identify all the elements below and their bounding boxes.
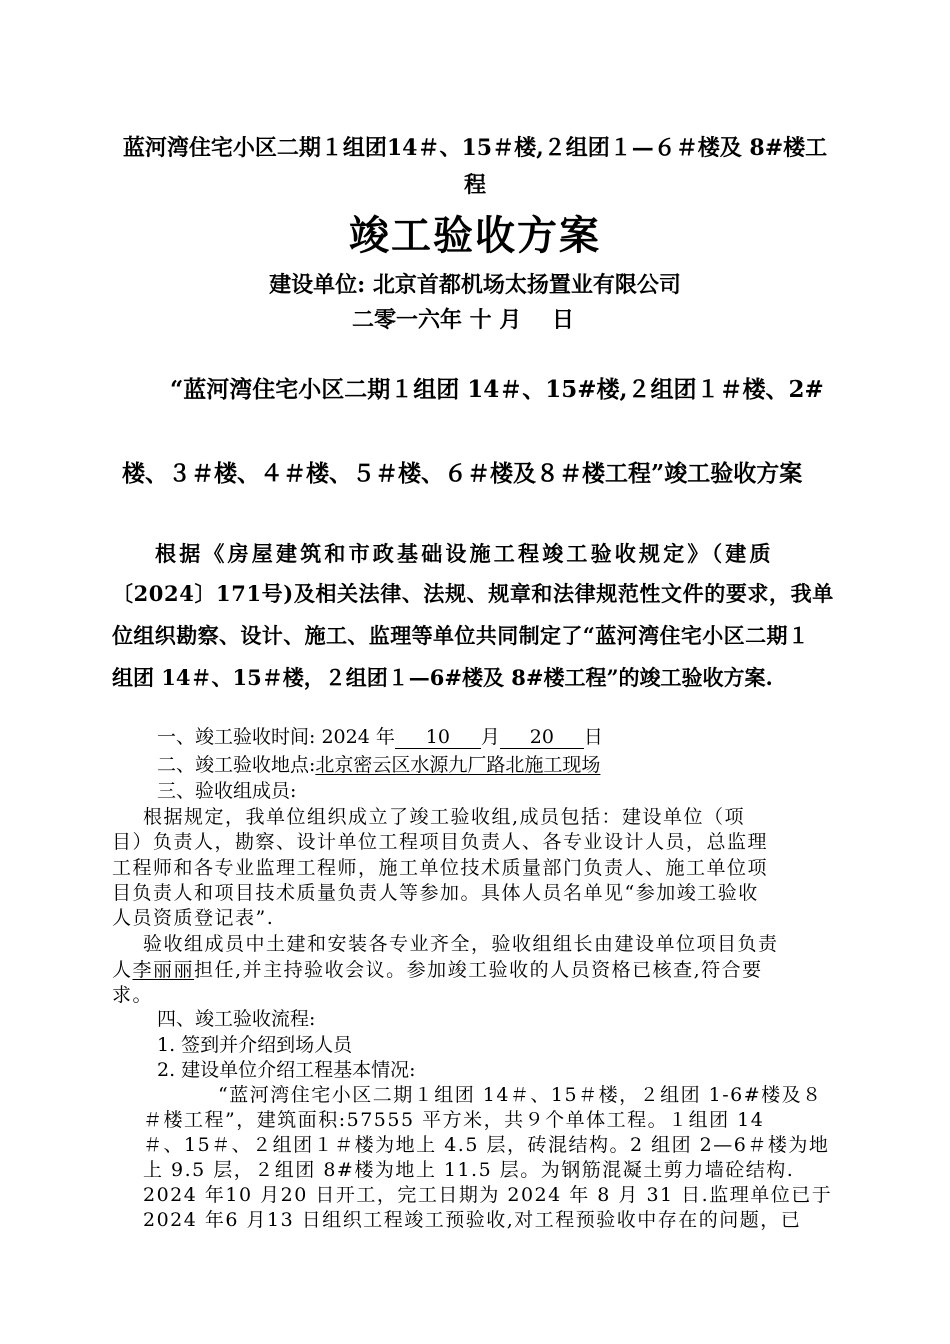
section1-day: 20	[500, 728, 584, 749]
section2-location	[157, 750, 600, 777]
project-title-line2: 程	[463, 172, 486, 198]
subtitle-line2: 楼、３＃楼、４＃楼、５＃楼、６＃楼及８＃楼工程”竣工验收方案	[122, 460, 803, 487]
intro-line1: 根据《房屋建筑和市政基础设施工程竣工验收规定》（建质	[155, 541, 774, 566]
section3-label: 三、验收组成员:	[157, 780, 297, 802]
date-line: 二零一六年 十 月 日	[352, 307, 574, 333]
subtitle-line1: “蓝河湾住宅小区二期１组团 14＃、15#楼,２组团１＃楼、2#	[170, 376, 824, 403]
section3-p1-line3: 工程师和各专业监理工程师，施工单位技术质量部门负责人、施工单位项	[112, 857, 769, 879]
builder-line: 建设单位: 北京首都机场太扬置业有限公司	[269, 272, 681, 298]
section3-p1-line2: 目）负责人，勘察、设计单位工程项目负责人、各专业设计人员，总监理	[112, 831, 769, 853]
section3-p2-line2	[112, 955, 763, 982]
section4-label: 四、竣工验收流程:	[157, 1008, 316, 1030]
section4-desc-line1: “蓝河湾住宅小区二期１组团 14＃、15＃楼，２组团 1-6#楼及８	[218, 1084, 823, 1106]
section4-desc-line4: 上 9.5 层，２组团 8#楼为地上 11.5 层。为钢筋混凝土剪力墙砼结构.	[143, 1159, 795, 1181]
section2-label: 二、竣工验收地点:	[157, 754, 316, 776]
section1-day-suffix: 日	[583, 726, 603, 748]
section1-month: 10	[395, 728, 481, 749]
section3-p1-line4: 目负责人和项目技术质量负责人等参加。具体人员名单见“参加竣工验收	[112, 882, 759, 904]
leader-name: 李丽丽	[132, 959, 195, 981]
intro-line4: 组团 14＃、15＃楼，２组团１—6#楼及 8#楼工程”的竣工验收方案.	[112, 665, 773, 690]
section4-step2: 2. 建设单位介绍工程基本情况:	[157, 1059, 416, 1081]
section4-desc-line6: 2024 年6 月13 日组织工程竣工预验收,对工程预验收中存在的问题，已	[143, 1209, 802, 1231]
section1-month-suffix: 月	[480, 726, 500, 748]
intro-line2: 〔2024〕171号)及相关法律、法规、规章和法律规范性文件的要求，我单	[112, 581, 834, 606]
section3-p1-line5: 人员资质登记表”.	[112, 907, 275, 929]
section4-desc-line5: 2024 年10 月20 日开工，完工日期为 2024 年 8 月 31 日.监理单位已于	[143, 1184, 833, 1206]
section1-label: 一、竣工验收时间: 2024 年	[157, 726, 395, 748]
section2-location-value: 北京密云区水源九厂路北施工现场	[315, 754, 601, 776]
section4-step1: 1. 签到并介绍到场人员	[157, 1034, 353, 1056]
section4-desc-line3: ＃、15＃、２组团１＃楼为地上 4.5 层，砖混结构。2 组团 2—6＃楼为地	[143, 1134, 830, 1156]
intro-line3: 位组织勘察、设计、施工、监理等单位共同制定了“蓝河湾住宅小区二期１	[112, 623, 810, 648]
main-title: 竣工验收方案	[349, 212, 601, 259]
section4-desc-line2: ＃楼工程”，建筑面积:57555 平方米，共９个单体工程。１组团 14	[143, 1109, 765, 1131]
section3-p1-line1: 根据规定，我单位组织成立了竣工验收组,成员包括：建设单位（项	[143, 806, 746, 828]
section1-time	[157, 722, 603, 749]
section3-p2-suffix: 担任,并主持验收会议。参加竣工验收的人员资格已核查,符合要	[194, 959, 763, 981]
section3-p2-line3: 求。	[112, 984, 154, 1006]
section3-p2-prefix: 人	[112, 959, 133, 981]
section3-p2-line1: 验收组成员中土建和安装各专业齐全，验收组组长由建设单位项目负责	[143, 933, 779, 955]
project-title-line1: 蓝河湾住宅小区二期１组团14＃、15＃楼,２组团１—６＃楼及 8#楼工	[122, 135, 828, 161]
